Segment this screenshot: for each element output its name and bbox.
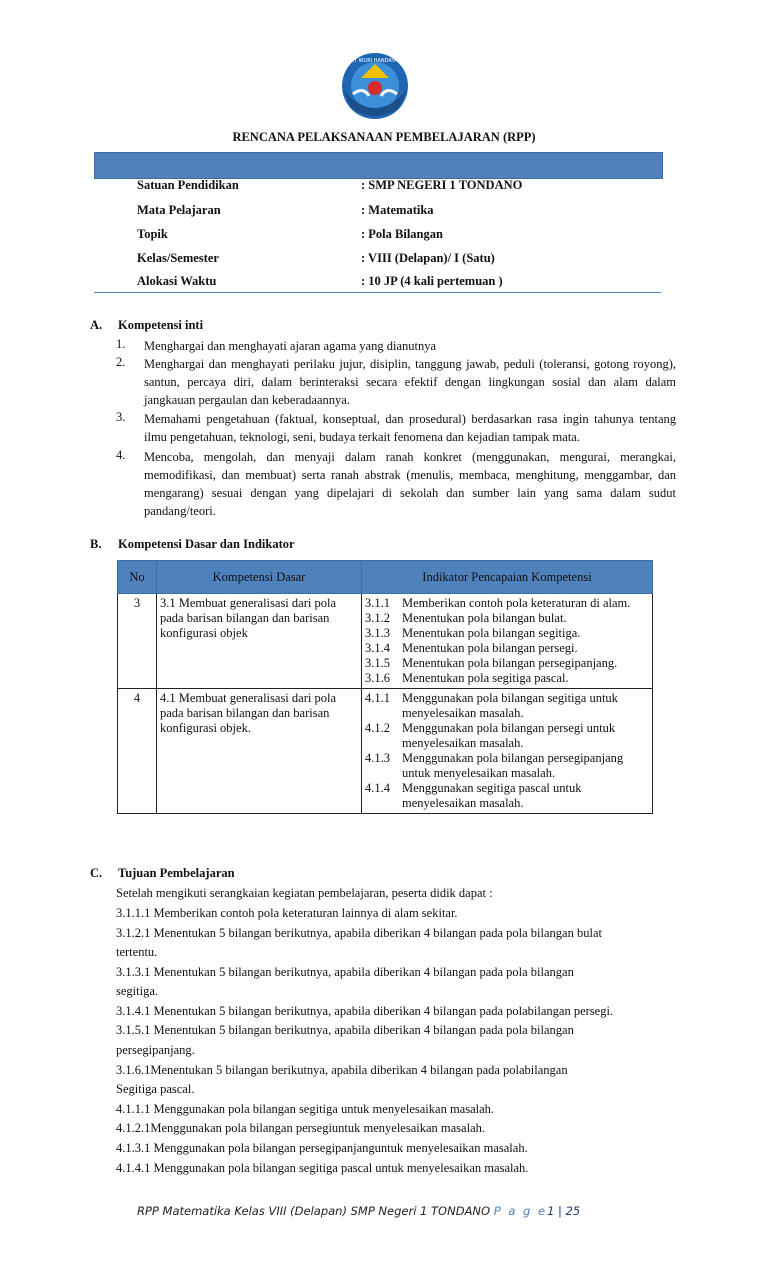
tut-wuri-handayani-logo — [335, 50, 415, 126]
objective-line: 4.1.4.1 Menggunakan pola bilangan segitiga pascal untuk menyelesaikan masalah. — [116, 1161, 529, 1175]
divider — [94, 292, 661, 293]
footer-text: RPP Matematika Kelas VIII (Delapan) SMP Negeri 1 TONDANO — [137, 1204, 491, 1218]
section-letter: A. — [90, 318, 103, 332]
item-text: Menghargai dan menghayati perilaku jujur, disiplin, tanggung jawab, peduli (toleransi, gotong royong), santun, percaya diri, dalam berinteraksi secara efektif dengan lingkungan sosial dan alam dalam jangkauan pergaulan dan keberadaannya. — [144, 357, 676, 407]
indicator — [365, 781, 649, 811]
objective-line: tertentu. — [116, 945, 158, 959]
indicator-text: Menggunakan pola bilangan persegipanjang untuk menyelesaikan masalah. — [402, 751, 624, 780]
objective-line: 3.1.2.1 Menentukan 5 bilangan berikutnya, apabila diberikan 4 bilangan pada pola bilangan bulat — [116, 926, 602, 940]
identity-label: Alokasi Waktu — [137, 274, 217, 288]
indicator-text: Menentukan pola bilangan persegipanjang. — [402, 656, 618, 670]
column-header: No — [118, 561, 157, 594]
objective-line: 3.1.4.1 Menentukan 5 bilangan berikutnya, apabila diberikan 4 bilangan pada polabilangan persegi. — [116, 1004, 614, 1018]
item-number: 3. — [116, 410, 126, 424]
item-number: 1. — [116, 337, 126, 351]
indicator-text: Menentukan pola bilangan persegi. — [402, 641, 578, 655]
indicator-text: Menggunakan segitiga pascal untuk menyelesaikan masalah. — [402, 781, 582, 810]
page-footer — [137, 1204, 580, 1218]
objective-line: 3.1.5.1 Menentukan 5 bilangan berikutnya, apabila diberikan 4 bilangan pada pola bilangan — [116, 1023, 574, 1037]
indicator-code: 4.1.2 — [365, 721, 390, 735]
identity-value: : 10 JP (4 kali pertemuan ) — [361, 274, 503, 288]
indicator-list — [362, 594, 653, 689]
section-title: Tujuan Pembelajaran — [118, 866, 235, 880]
item-text: Menghargai dan menghayati ajaran agama yang dianutnya — [144, 339, 437, 353]
objective-line: persegipanjang. — [116, 1043, 195, 1057]
item-text: Mencoba, mengolah, dan menyaji dalam ranah konkret (menggunakan, mengurai, merangkai, memodifikasi, dan membuat) serta ranah abstrak (menulis, membaca, menghitung, menggambar, dan mengarang) sesuai dengan yang dipelajari di sekolah dan sumber lain yang sama dalam sudut pandang/teori. — [144, 450, 676, 518]
objective-line: segitiga. — [116, 984, 159, 998]
section-intro: Setelah mengikuti serangkaian kegiatan pembelajaran, peserta didik dapat : — [116, 886, 493, 900]
section-c-heading — [90, 866, 235, 881]
title-bar — [94, 152, 663, 179]
identity-label: Topik — [137, 227, 168, 241]
indicator-code: 3.1.5 — [365, 656, 390, 670]
table-header-row — [118, 561, 653, 594]
objective-line: 4.1.3.1 Menggunakan pola bilangan persegipanjanguntuk menyelesaikan masalah. — [116, 1141, 528, 1155]
section-letter: C. — [90, 866, 103, 880]
indicator-text: Menggunakan pola bilangan segitiga untuk menyelesaikan masalah. — [402, 691, 618, 720]
objective-line: 3.1.3.1 Menentukan 5 bilangan berikutnya, apabila diberikan 4 bilangan pada pola bilangan — [116, 965, 574, 979]
indicator — [365, 721, 649, 751]
indicator-code: 4.1.3 — [365, 751, 390, 765]
table-row — [118, 594, 653, 689]
identity-value: : SMP NEGERI 1 TONDANO — [361, 178, 523, 192]
section-b-heading — [90, 537, 295, 552]
item-number: 2. — [116, 355, 126, 369]
indicator-code: 4.1.4 — [365, 781, 390, 795]
section-a-heading — [90, 318, 203, 333]
identity-value: : Pola Bilangan — [361, 227, 443, 241]
objective-line: 4.1.2.1Menggunakan pola bilangan persegiuntuk menyelesaikan masalah. — [116, 1121, 485, 1135]
indicator — [365, 611, 649, 626]
indicator-code: 3.1.2 — [365, 611, 390, 625]
indicator-list — [362, 689, 653, 814]
section-title: Kompetensi Dasar dan Indikator — [118, 537, 295, 551]
indicator — [365, 656, 649, 671]
indicator-text: Memberikan contoh pola keteraturan di alam. — [402, 596, 631, 610]
indicator-code: 3.1.6 — [365, 671, 390, 685]
objective-line: 4.1.1.1 Menggunakan pola bilangan segitiga untuk menyelesaikan masalah. — [116, 1102, 495, 1116]
section-title: Kompetensi inti — [118, 318, 204, 332]
indicator-code: 3.1.4 — [365, 641, 390, 655]
column-header: Kompetensi Dasar — [157, 561, 362, 594]
objective-line: 3.1.6.1Menentukan 5 bilangan berikutnya, apabila diberikan 4 bilangan pada polabilangan — [116, 1063, 568, 1077]
page-number: 1 | 25 — [547, 1204, 581, 1218]
table-row — [118, 689, 653, 814]
item-number: 4. — [116, 448, 126, 462]
identity-label: Satuan Pendidikan — [137, 178, 239, 192]
indicator — [365, 671, 649, 686]
column-header: Indikator Pencapaian Kompetensi — [362, 561, 653, 594]
indicator-text: Menentukan pola bilangan bulat. — [402, 611, 567, 625]
kd-text: 3.1 Membuat generalisasi dari pola pada barisan bilangan dan barisan konfigurasi objek — [157, 594, 362, 689]
kd-text: 4.1 Membuat generalisasi dari pola pada barisan bilangan dan barisan konfigurasi objek. — [157, 689, 362, 814]
indicator-text: Menentukan pola bilangan segitiga. — [402, 626, 581, 640]
indicator — [365, 626, 649, 641]
indicator — [365, 751, 649, 781]
indicator-code: 3.1.1 — [365, 596, 390, 610]
indicator-code: 4.1.1 — [365, 691, 390, 705]
logo-text: TUT WURI HANDAYANI — [347, 58, 403, 64]
row-number: 3 — [118, 594, 157, 689]
page-title: RENCANA PELAKSANAAN PEMBELAJARAN (RPP) — [232, 130, 536, 144]
identity-value: : Matematika — [361, 203, 434, 217]
objective-line: Segitiga pascal. — [116, 1082, 195, 1096]
indicator — [365, 641, 649, 656]
objective-line: 3.1.1.1 Memberikan contoh pola keteraturan lainnya di alam sekitar. — [116, 906, 458, 920]
identity-value: : VIII (Delapan)/ I (Satu) — [361, 251, 495, 265]
competency-table — [117, 560, 653, 814]
indicator-text: Menentukan pola segitiga pascal. — [402, 671, 569, 685]
indicator-code: 3.1.3 — [365, 626, 390, 640]
section-letter: B. — [90, 537, 102, 551]
identity-label: Kelas/Semester — [137, 251, 219, 265]
page-word: P a g e — [493, 1204, 548, 1218]
row-number: 4 — [118, 689, 157, 814]
indicator — [365, 596, 649, 611]
item-text: Memahami pengetahuan (faktual, konseptual, dan prosedural) berdasarkan rasa ingin tahunya tentang ilmu pengetahuan, teknologi, seni, budaya terkait fenomena dan kejadian tampak mata. — [144, 412, 676, 444]
identity-label: Mata Pelajaran — [137, 203, 221, 217]
indicator-text: Menggunakan pola bilangan persegi untuk menyelesaikan masalah. — [402, 721, 616, 750]
indicator — [365, 691, 649, 721]
